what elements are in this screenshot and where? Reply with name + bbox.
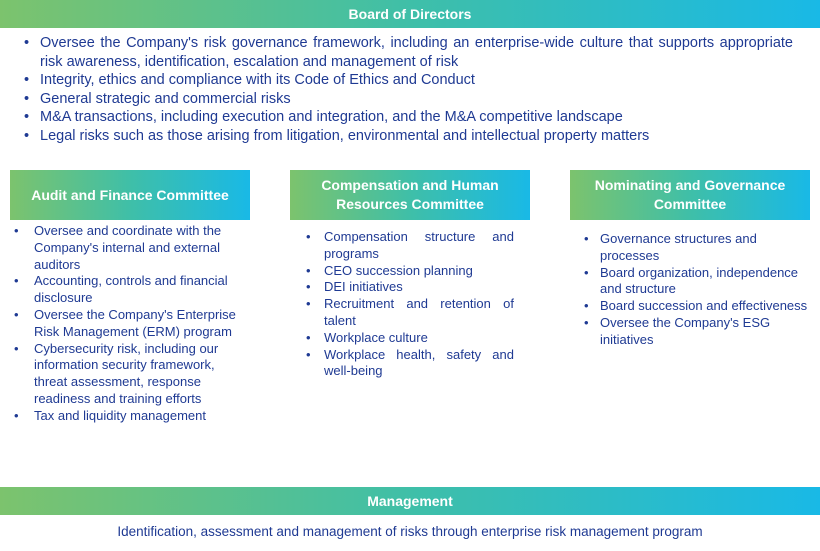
list-item: • Accounting, controls and financial disclosure [10, 273, 250, 307]
committee-header: Nominating and Governance Committee [570, 170, 810, 220]
list-item: • Board organization, independence and structure [570, 265, 810, 299]
committee-responsibilities-list [290, 229, 530, 380]
list-item: • M&A transactions, including execution and integration, and the M&A competitive landscape [20, 108, 793, 127]
list-item: • CEO succession planning [290, 263, 514, 280]
committee-header: Audit and Finance Committee [10, 170, 250, 220]
list-item: • Oversee the Company's risk governance framework, including an enterprise-wide culture that supports appropriate risk awareness, identification, escalation and management of risk [20, 34, 793, 71]
audit-finance-committee [10, 170, 250, 425]
committee-header: Compensation and Human Resources Committee [290, 170, 530, 220]
list-item: • Board succession and effectiveness [570, 298, 810, 315]
list-item: • Governance structures and processes [570, 231, 810, 265]
board-of-directors-header: Board of Directors [0, 0, 820, 28]
list-item: • Recruitment and retention of talent [290, 296, 514, 330]
committee-responsibilities-list [10, 223, 250, 425]
list-item: • Oversee and coordinate with the Company's internal and external auditors [10, 223, 250, 273]
list-item: • Integrity, ethics and compliance with its Code of Ethics and Conduct [20, 71, 793, 90]
committee-responsibilities-list [570, 231, 810, 349]
list-item: • Legal risks such as those arising from litigation, environmental and intellectual property matters [20, 127, 793, 146]
list-item: • Workplace culture [290, 330, 514, 347]
list-item: • Tax and liquidity management [10, 408, 250, 425]
nominating-governance-committee [570, 170, 810, 349]
list-item: • General strategic and commercial risks [20, 90, 793, 109]
list-item: • Workplace health, safety and well-being [290, 347, 514, 381]
list-item: • Compensation structure and programs [290, 229, 514, 263]
compensation-hr-committee [290, 170, 530, 380]
board-responsibilities-list [20, 34, 793, 145]
list-item: • Cybersecurity risk, including our information security framework, threat assessment, response readiness and training efforts [10, 341, 250, 408]
list-item: • Oversee the Company's ESG initiatives [570, 315, 810, 349]
list-item: • DEI initiatives [290, 279, 514, 296]
management-description: Identification, assessment and management of risks through enterprise risk management program [117, 524, 703, 539]
management-header: Management [0, 487, 820, 515]
list-item: • Oversee the Company's Enterprise Risk Management (ERM) program [10, 307, 250, 341]
